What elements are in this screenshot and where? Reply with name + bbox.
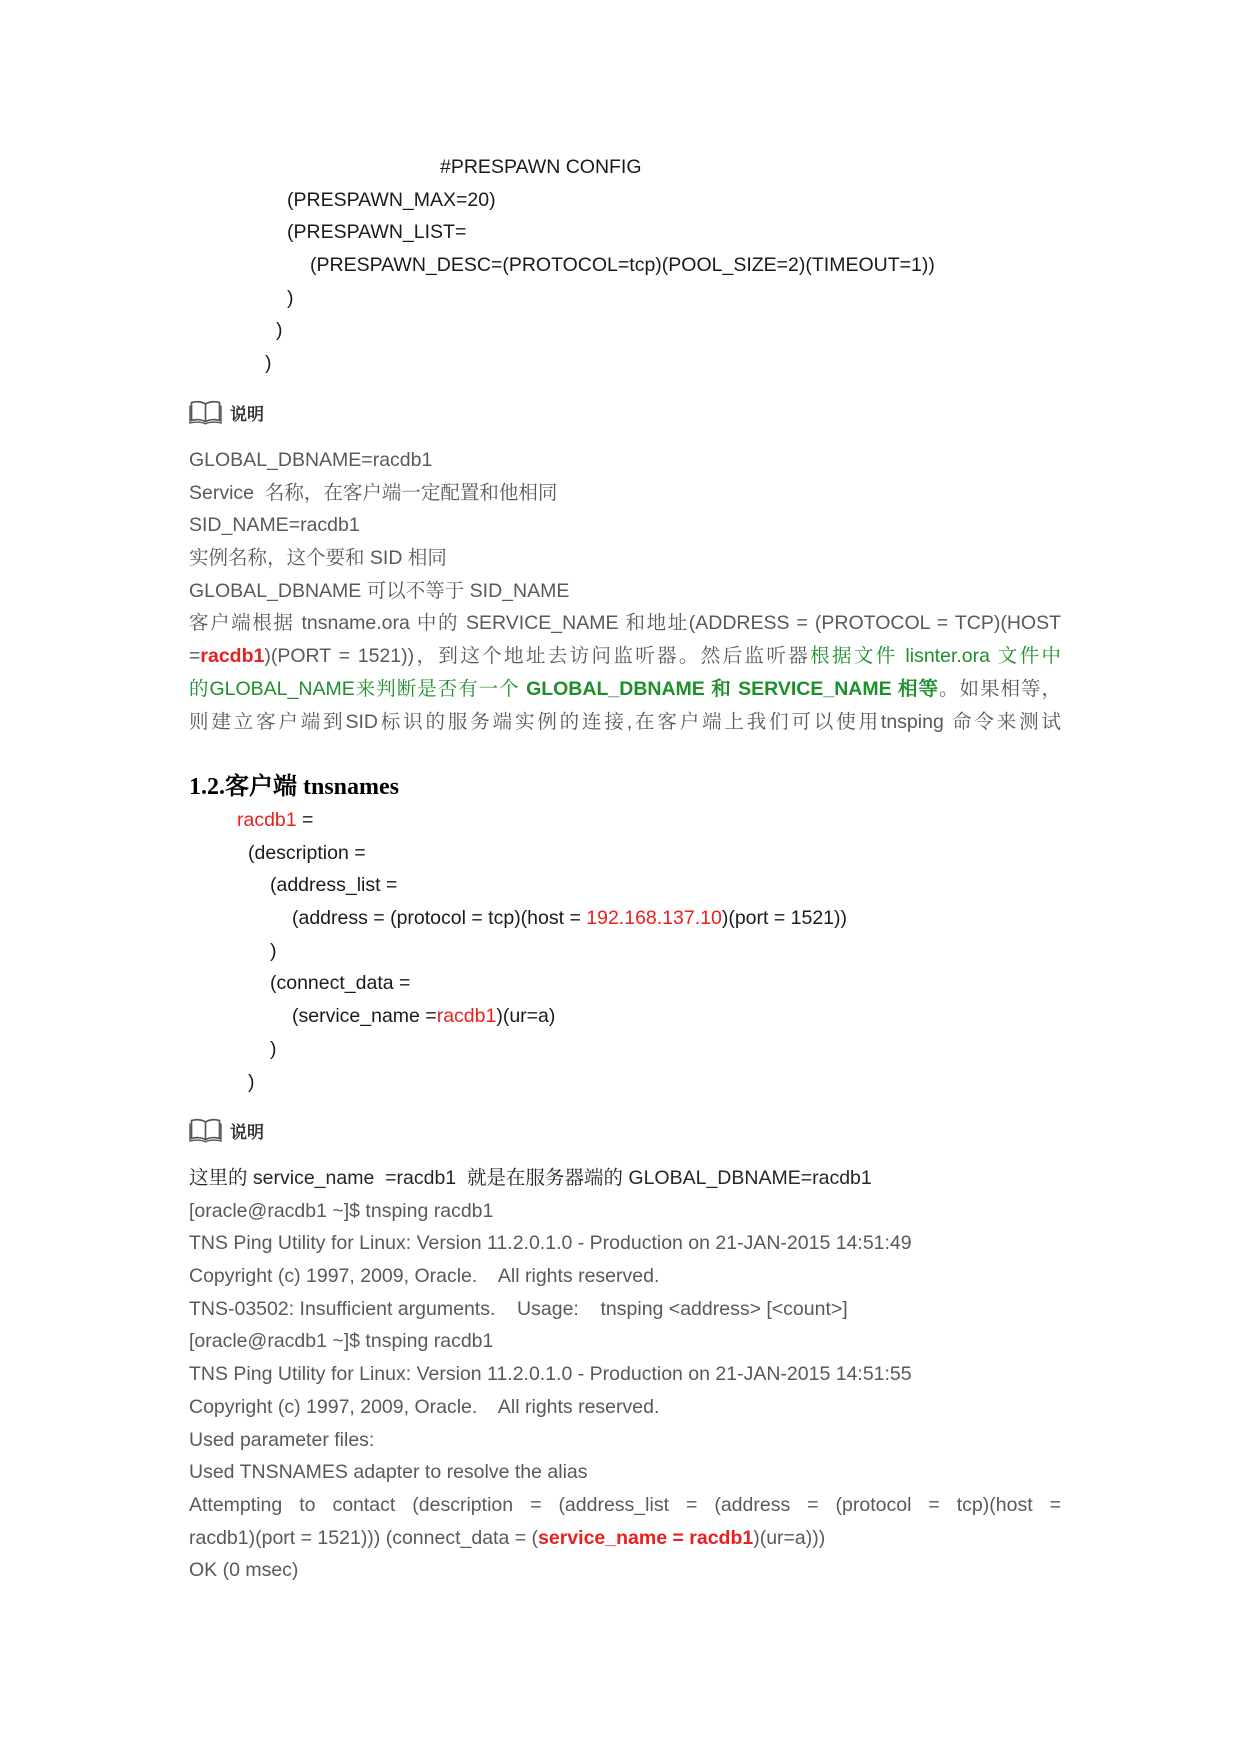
paragraph-text: = <box>189 645 201 668</box>
alias-equals: = <box>296 809 314 831</box>
book-icon <box>189 399 222 425</box>
note-label <box>189 1114 264 1146</box>
service-name-explanation: 这里的 service_name =racdb1 就是在服务器端的 GLOBAL_DBNAME=racdb1 <box>189 1167 872 1189</box>
note-label-text: 说明 <box>230 1122 264 1142</box>
prespawn-max-line: (PRESPAWN_MAX=20) <box>287 188 496 211</box>
tnsnames-code <box>189 804 1061 1098</box>
closing-paren-line: ) <box>270 1037 277 1060</box>
closing-paren-line: ) <box>287 286 294 309</box>
prespawn-desc-line: (PRESPAWN_DESC=(PROTOCOL=tcp)(POOL_SIZE=2)(TIMEOUT=1)) <box>310 254 935 277</box>
highlight-dbname-equals-service: GLOBAL_DBNAME 和 SERVICE_NAME 相等 <box>526 677 940 700</box>
service-name-desc-line: Service 名称，在客户端一定配置和他相同 <box>189 481 558 504</box>
address-list-line: (address_list = <box>270 874 398 897</box>
highlight-global-name: 的GLOBAL_NAME来判断是否有一个 <box>189 677 527 700</box>
attempt-text: )(ur=a))) <box>753 1526 826 1549</box>
sid-name-line: SID_NAME=racdb1 <box>189 514 360 537</box>
attempt-line-2 <box>189 1522 1061 1555</box>
terminal-line: [oracle@racdb1 ~]$ tnsping racdb1 <box>189 1330 494 1353</box>
terminal-line: Copyright (c) 1997, 2009, Oracle. All rights reserved. <box>189 1395 660 1418</box>
attempt-text: racdb1)(port = 1521))) (connect_data = ( <box>189 1526 539 1549</box>
highlight-service-name: service_name = racdb1 <box>538 1526 754 1549</box>
service-name-line <box>189 1000 1061 1033</box>
book-icon <box>189 1117 222 1143</box>
closing-paren-line: ) <box>248 1070 255 1093</box>
terminal-line: Used parameter files: <box>189 1428 375 1451</box>
note-label-text: 说明 <box>230 404 264 424</box>
global-dbname-line: GLOBAL_DBNAME=racdb1 <box>189 449 433 471</box>
highlight-listener-file: 根据文件 lisnter.ora 文件中 <box>810 645 1061 668</box>
paragraph-line-3 <box>189 673 1061 706</box>
paragraph-text: )(PORT = 1521))，到这个地址去访问监听器。然后监听器 <box>264 645 811 668</box>
alias-line <box>189 804 1061 837</box>
section-heading: 1.2.客户端 tnsnames <box>189 774 400 800</box>
terminal-line: TNS Ping Utility for Linux: Version 11.2.0.1.0 - Production on 21-JAN-2015 14:51:55 <box>189 1363 912 1386</box>
paragraph-line-4: 则建立客户端到SID标识的服务端实例的连接,在客户端上我们可以使用tnsping 命令来测试 <box>189 710 1061 733</box>
prespawn-list-line: (PRESPAWN_LIST= <box>287 221 467 244</box>
prespawn-config-code <box>189 151 1061 380</box>
connect-data-line: (connect_data = <box>270 972 411 995</box>
highlight-host-racdb1: racdb1 <box>200 645 265 668</box>
terminal-line: TNS-03502: Insufficient arguments. Usage: tnsping <address> [<count>] <box>189 1297 848 1320</box>
terminal-line: Copyright (c) 1997, 2009, Oracle. All rights reserved. <box>189 1265 660 1288</box>
closing-paren-line: ) <box>276 319 283 342</box>
address-suffix: )(port = 1521)) <box>721 907 848 930</box>
note-1-body <box>189 444 1061 738</box>
attempt-line-1: Attempting to contact (description = (address_list = (address = (protocol = tcp)(host = <box>189 1493 1061 1516</box>
terminal-line: Used TNSNAMES adapter to resolve the alias <box>189 1461 588 1484</box>
tnsping-result: OK (0 msec) <box>189 1559 299 1582</box>
note-label <box>189 396 264 428</box>
alias-name: racdb1 <box>237 809 297 831</box>
terminal-line: TNS Ping Utility for Linux: Version 11.2.0.1.0 - Production on 21-JAN-2015 14:51:49 <box>189 1232 912 1255</box>
service-suffix: )(ur=a) <box>496 1005 556 1028</box>
service-name-value: racdb1 <box>436 1005 497 1028</box>
service-prefix: (service_name = <box>292 1005 437 1028</box>
dbname-vs-sid-line: GLOBAL_DBNAME 可以不等于 SID_NAME <box>189 579 570 602</box>
host-ip: 192.168.137.10 <box>586 907 722 930</box>
paragraph-text: 。如果相等， <box>939 677 1061 700</box>
note-2-body <box>189 1162 1061 1587</box>
terminal-line: [oracle@racdb1 ~]$ tnsping racdb1 <box>189 1199 494 1222</box>
prespawn-config-comment: #PRESPAWN CONFIG <box>440 156 642 178</box>
description-line: (description = <box>248 841 366 864</box>
paragraph-line-1: 客户端根据 tnsname.ora 中的 SERVICE_NAME 和地址(ADDRESS = (PROTOCOL = TCP)(HOST <box>189 612 1061 635</box>
paragraph-line-2 <box>189 640 1061 673</box>
address-prefix: (address = (protocol = tcp)(host = <box>292 907 587 930</box>
instance-name-desc-line: 实例名称，这个要和 SID 相同 <box>189 547 447 570</box>
closing-paren-line: ) <box>265 352 272 375</box>
address-line <box>189 902 1061 935</box>
closing-paren-line: ) <box>270 939 277 962</box>
